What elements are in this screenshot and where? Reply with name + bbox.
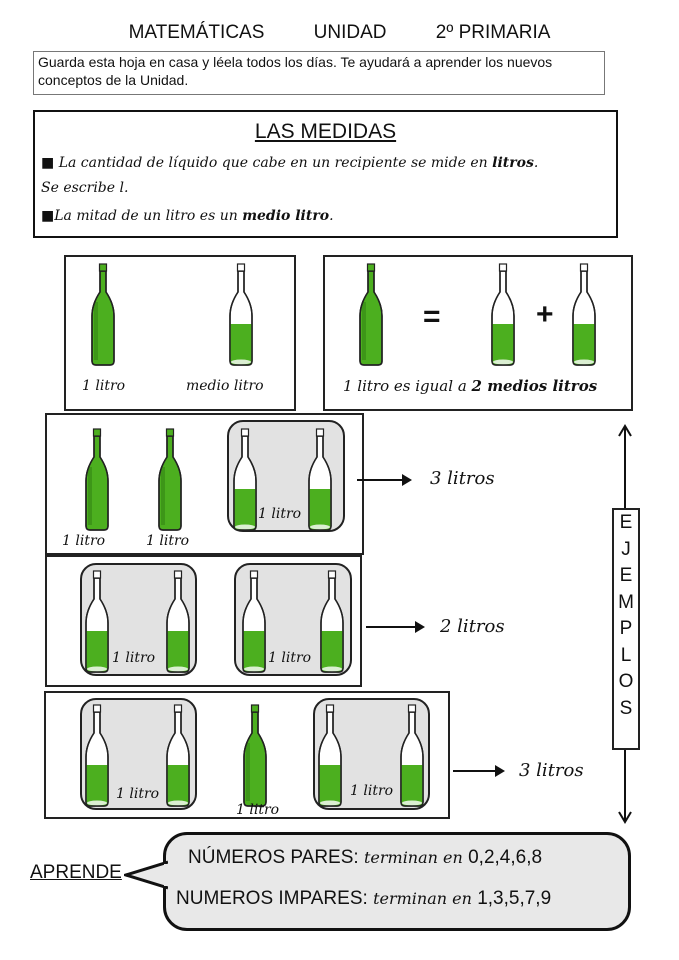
bold-term: medio litro [242, 208, 330, 224]
full-bottle-icon [83, 427, 111, 533]
speech-bubble-tail [124, 860, 168, 890]
full-bottle-icon [357, 262, 385, 368]
heading: NUMEROS IMPARES: [176, 888, 368, 909]
label: 1 litro [146, 533, 190, 549]
letter: P [619, 618, 633, 639]
label: 1 litro [236, 802, 280, 818]
equals-sign: = [423, 300, 441, 333]
half-bottle-icon [240, 569, 268, 675]
bold-term: litros [492, 155, 534, 171]
letter: M [618, 591, 634, 613]
half-bottle-icon [231, 427, 259, 533]
label: 1 litro [116, 786, 160, 802]
subject: MATEMÁTICAS [128, 22, 265, 43]
las-medidas-box [33, 110, 618, 238]
text: terminan en [363, 848, 463, 867]
result: 2 litros [440, 616, 505, 637]
unit: UNIDAD [313, 22, 387, 43]
letter: J [621, 538, 631, 560]
label-1-litro: 1 litro [82, 378, 126, 394]
label: 1 litro [62, 533, 106, 549]
equivalence-label [343, 377, 597, 395]
heading: NÚMEROS PARES: [188, 847, 359, 868]
half-bottle-icon [318, 569, 346, 675]
half-bottle-icon [398, 703, 426, 809]
letter: E [619, 512, 633, 533]
half-bottle-icon [164, 703, 192, 809]
label-medio-litro: medio litro [186, 378, 264, 394]
label: 1 litro [350, 783, 394, 799]
definition-line-2: Se escribe l. [41, 180, 129, 196]
impares-rule [176, 888, 551, 910]
letter: E [619, 565, 633, 586]
intro-note: Guarda esta hoja en casa y léela todos los días. Te ayudará a aprender los nuevos conceptos de la Unidad. [33, 51, 605, 95]
arrow-right-icon [357, 479, 410, 481]
plus-sign: + [536, 298, 554, 331]
text: La mitad de un litro es un [54, 208, 243, 224]
result: 3 litros [430, 468, 495, 489]
text: 2 medios litros [471, 377, 598, 395]
half-bottle-icon [227, 262, 255, 368]
text: . [533, 155, 539, 171]
definition-line-3: ■La mitad de un litro es un medio litro. [41, 208, 334, 224]
text: La cantidad de líquido que cabe en un recipiente se mide en [58, 155, 493, 171]
label: 1 litro [268, 650, 312, 666]
arrow-right-icon [366, 626, 423, 628]
half-bottle-icon [489, 262, 517, 368]
result: 3 litros [519, 760, 584, 781]
letter: O [618, 671, 634, 692]
text: terminan en [373, 889, 472, 908]
half-bottle-icon [83, 569, 111, 675]
text: es igual a [389, 377, 472, 395]
half-bottle-icon [164, 569, 192, 675]
ejemplos-label [612, 508, 640, 750]
full-bottle-icon [156, 427, 184, 533]
numbers: 1,3,5,7,9 [477, 888, 552, 909]
arrow-right-icon [453, 770, 503, 772]
half-bottle-icon [316, 703, 344, 809]
page-header [0, 22, 679, 44]
section-title: LAS MEDIDAS [254, 120, 397, 143]
full-bottle-icon [89, 262, 117, 368]
label: 1 litro [112, 650, 156, 666]
half-bottle-icon [83, 703, 111, 809]
text: 1 litro [343, 377, 390, 395]
definition-line-1: ■ La cantidad de líquido que cabe en un recipiente se mide en litros. [41, 155, 539, 171]
full-bottle-icon [241, 703, 269, 809]
numbers: 0,2,4,6,8 [468, 847, 543, 868]
half-bottle-icon [570, 262, 598, 368]
letter: S [619, 697, 633, 719]
aprende-label: APRENDE [30, 862, 122, 883]
letter: L [620, 644, 632, 666]
text: . [329, 208, 334, 224]
label: 1 litro [258, 506, 302, 522]
half-bottle-icon [306, 427, 334, 533]
grade: 2º PRIMARIA [435, 22, 551, 43]
pares-rule [188, 847, 542, 869]
